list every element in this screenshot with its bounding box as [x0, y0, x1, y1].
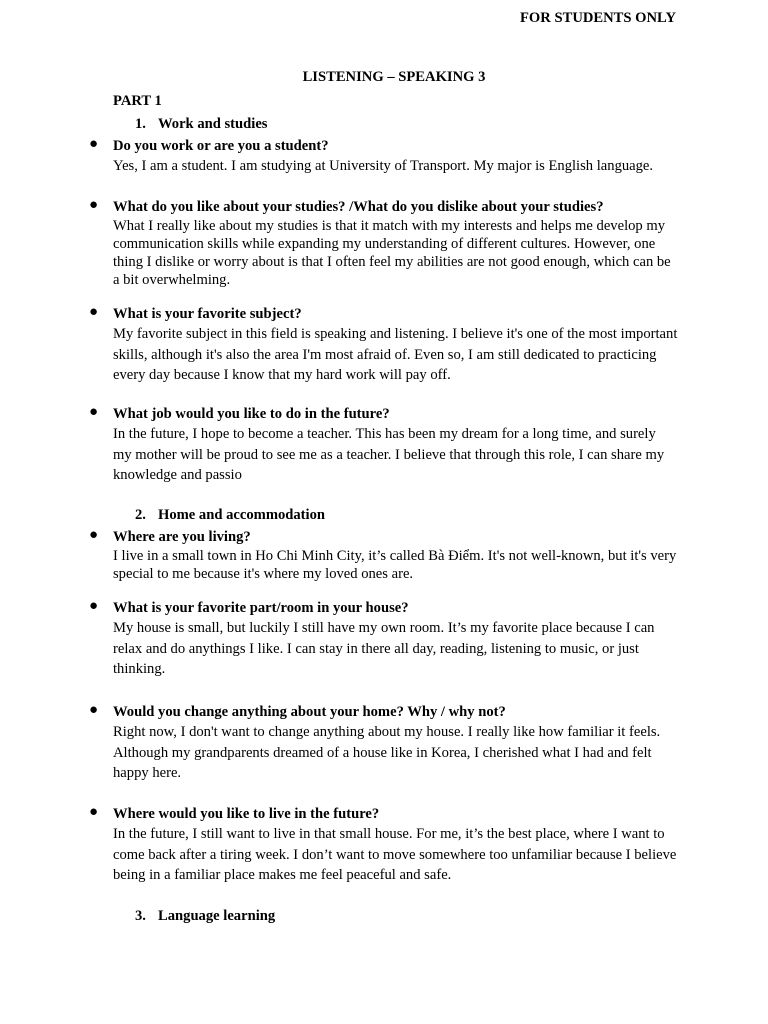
- bullet-icon: ●: [89, 702, 99, 718]
- qa-item: [89, 702, 678, 784]
- answer: Yes, I am a student. I am studying at University of Transport. My major is English language.: [113, 158, 654, 174]
- answer: In the future, I hope to become a teacher. This has been my dream for a long time, and surely my mother will be proud to see me as a teacher. I believe that through this role, I can share my knowledge and passio: [113, 426, 665, 483]
- qa-item: [89, 197, 678, 289]
- qa-item: [89, 404, 678, 486]
- bullet-icon: ●: [89, 804, 99, 820]
- bullet-icon: ●: [89, 304, 99, 320]
- question: What job would you like to do in the future?: [113, 406, 390, 422]
- section-number: 3.: [135, 908, 146, 924]
- question: Would you change anything about your home? Why / why not?: [113, 704, 506, 720]
- question: Do you work or are you a student?: [113, 138, 329, 154]
- question: Where are you living?: [113, 529, 251, 545]
- document-title: LISTENING – SPEAKING 3: [302, 69, 486, 85]
- bullet-icon: ●: [89, 136, 99, 152]
- section-heading-work-and-studies: [135, 116, 268, 133]
- question: What is your favorite subject?: [113, 306, 302, 322]
- answer: In the future, I still want to live in that small house. For me, it’s the best place, where I want to come back after a tiring week. I don’t want to move somewhere too unfamiliar because I believe being in a familiar place makes me feel peaceful and safe.: [113, 826, 677, 883]
- qa-item: [89, 804, 678, 886]
- answer: My house is small, but luckily I still have my own room. It’s my favorite place because I can relax and do anythings I like. I can stay in there all day, reading, listening to music, or just thinking.: [113, 620, 655, 677]
- qa-item: [89, 598, 678, 680]
- section-heading-home-and-accommodation: [135, 507, 325, 524]
- section-heading-language-learning: [135, 908, 275, 925]
- answer: I live in a small town in Ho Chi Minh City, it’s called Bà Điểm. It's not well-known, but it's very special to me because it's where my loved ones are.: [113, 548, 677, 582]
- answer: What I really like about my studies is that it match with my interests and helps me develop my communication skills while expanding my understanding of different cultures. However, one thing I dislike or worry about is that I often feel my abilities are not good enough, which can be a bit overwhelming.: [113, 218, 671, 288]
- section-number: 1.: [135, 116, 146, 132]
- qa-item: [89, 304, 678, 386]
- section-title: Home and accommodation: [158, 507, 326, 523]
- question: What is your favorite part/room in your house?: [113, 600, 409, 616]
- question: What do you like about your studies? /What do you dislike about your studies?: [113, 199, 604, 215]
- question: Where would you like to live in the future?: [113, 806, 380, 822]
- section-title: Language learning: [158, 908, 276, 924]
- answer: My favorite subject in this field is speaking and listening. I believe it's one of the most important skills, although it's also the area I'm most afraid of. Even so, I am still dedicated to practicing every day because I know that my hard work will pay off.: [113, 326, 678, 383]
- section-number: 2.: [135, 507, 146, 523]
- bullet-icon: ●: [89, 527, 99, 543]
- qa-item: [89, 136, 678, 177]
- bullet-icon: ●: [89, 404, 99, 420]
- qa-item: [89, 527, 678, 583]
- bullet-icon: ●: [89, 197, 99, 213]
- header-note: FOR STUDENTS ONLY: [520, 10, 676, 26]
- answer: Right now, I don't want to change anything about my house. I really like how familiar it feels. Although my grandparents dreamed of a house like in Korea, I cherished what I had and felt happy here.: [113, 724, 661, 781]
- section-title: Work and studies: [158, 116, 268, 132]
- bullet-icon: ●: [89, 598, 99, 614]
- part-label: PART 1: [113, 93, 162, 109]
